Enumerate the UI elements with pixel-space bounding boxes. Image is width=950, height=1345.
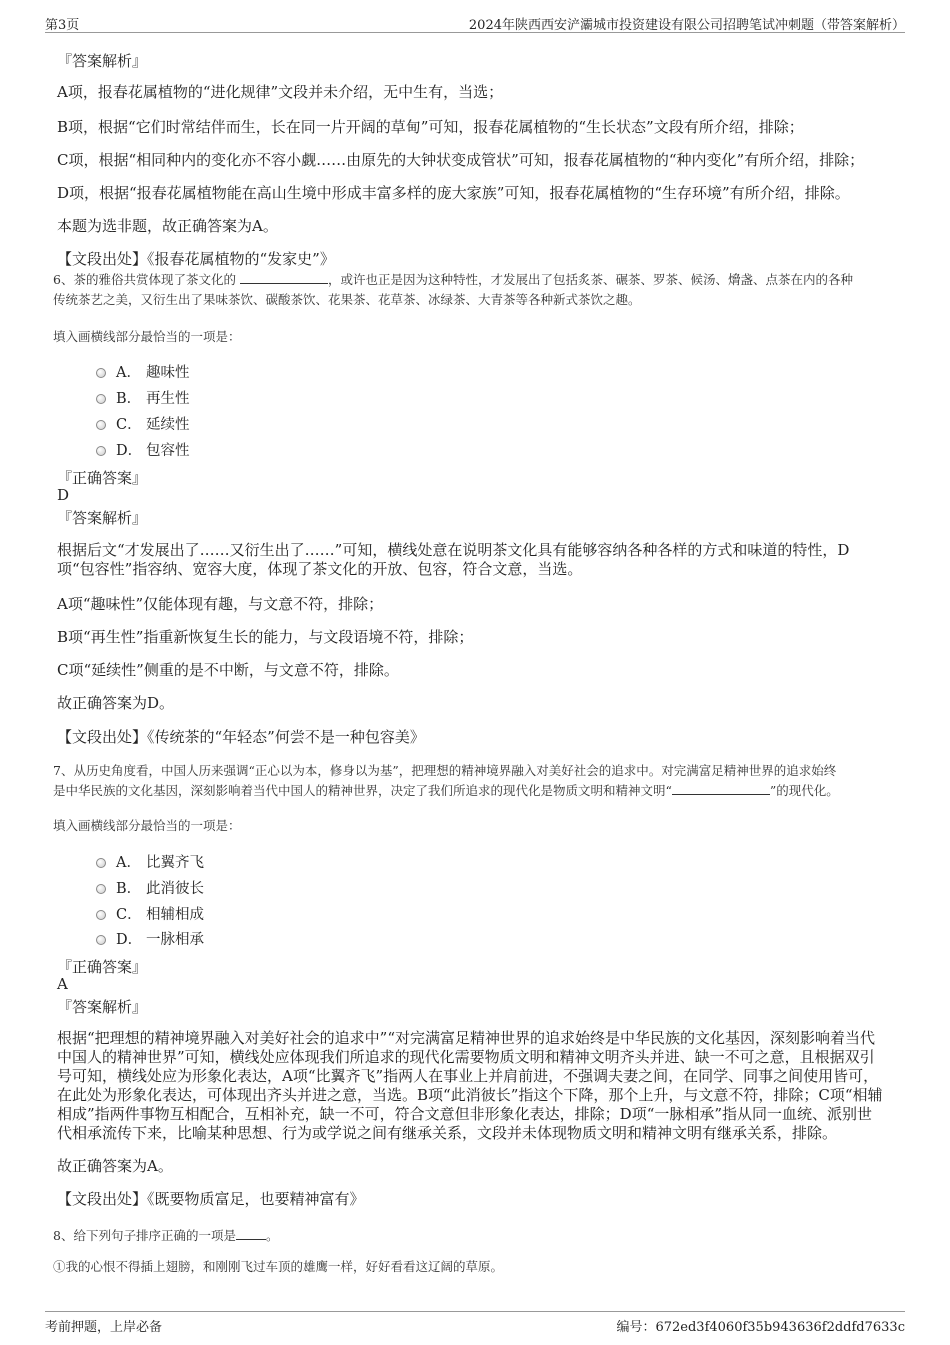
q7-option-b[interactable]: B． 此消彼长 bbox=[96, 877, 204, 898]
radio-icon[interactable] bbox=[96, 935, 106, 945]
q5-analysis-line: D项，根据“报春花属植物能在高山生境中形成丰富多样的庞大家族”可知，报春花属植物的“生存环境”有所介绍，排除。 bbox=[57, 184, 850, 202]
q6-blank bbox=[240, 271, 328, 284]
q7-question: 7、从历史角度看，中国人历来强调“正心以为本，修身以为基”，把理想的精神境界融入对美好社会的追求中。对完满富足精神世界的追求始终 是中华民族的文化基因，深刻影响着当代中国人的精神世界，决定了我们所追求的现代化是物质文明和精神文明“ ”的现代化。 bbox=[53, 763, 839, 798]
footer-serial: 编号：672ed3f4060f35b943636f2ddfd7633c bbox=[616, 1320, 905, 1335]
q5-analysis-label: 『答案解析』 bbox=[57, 52, 148, 70]
q6-option-b[interactable]: B． 再生性 bbox=[96, 387, 190, 408]
q6-answer-label: 『正确答案』 bbox=[57, 469, 148, 487]
q8-sentence-1: ①我的心恨不得插上翅膀，和刚刚飞过车顶的雄鹰一样，好好看看这辽阔的草原。 bbox=[53, 1259, 504, 1274]
q7-conclusion: 故正确答案为A。 bbox=[57, 1157, 173, 1175]
q7-analysis-paragraph: 根据“把理想的精神境界融入对美好社会的追求中”“对完满富足精神世界的追求始终是中华民族的文化基因，深刻影响着当代 中国人的精神世界”可知，横线处应体现我们所追求的现代化需要物质文明和精神文明齐头并进、缺一不可之意，且根据双引 号可知，横线处应为形象化表达，A项“比翼齐飞”指两人在事业上并肩前进，不强调夫妻之间，在同学、同事之间使用皆可， 在此处为形象化表达，可体现出齐头并进之意，当选。B项“此消彼长”指这个下降，那个上升，与文意不符，排除；C项“相辅 相成”指两件事物互相配合，互相补充，缺一不可，符合文意但非形象化表达，排除；D项“一脉相承”指从同一血统、派别世 代相承流传下来，比喻某种思想、行为或学说之间有继承关系，文段并未体现物质文明和精神文明有继承关系，排除。 bbox=[57, 1029, 883, 1142]
q5-analysis-line: A项，报春花属植物的“进化规律”文段并未介绍，无中生有，当选； bbox=[57, 83, 504, 101]
q7-prompt: 填入画横线部分最恰当的一项是： bbox=[53, 818, 241, 833]
q6-answer: D bbox=[57, 486, 70, 504]
q6-option-a[interactable]: A． 趣味性 bbox=[96, 361, 190, 382]
q7-answer-label: 『正确答案』 bbox=[57, 958, 148, 976]
radio-icon[interactable] bbox=[96, 394, 106, 404]
q7-option-c[interactable]: C． 相辅相成 bbox=[96, 903, 204, 924]
q7-blank bbox=[672, 782, 770, 795]
radio-icon[interactable] bbox=[96, 910, 106, 920]
q6-source: 【文段出处】《传统茶的“年轻态”何尝不是一种包容美》 bbox=[57, 728, 425, 746]
q6-analysis-line: A项“趣味性”仅能体现有趣，与文意不符，排除； bbox=[57, 595, 384, 613]
q6-conclusion: 故正确答案为D。 bbox=[57, 694, 175, 712]
radio-icon[interactable] bbox=[96, 420, 106, 430]
q6-option-d[interactable]: D． 包容性 bbox=[96, 439, 190, 460]
radio-icon[interactable] bbox=[96, 858, 106, 868]
q6-analysis-label: 『答案解析』 bbox=[57, 509, 148, 527]
q6-analysis-paragraph: 根据后文“才发展出了……又衍生出了……”可知，横线处意在说明茶文化具有能够容纳各种各样的方式和味道的特性，D 项“包容性”指容纳、宽容大度，体现了茶文化的开放、包容，符合文意，当选。 bbox=[57, 541, 850, 578]
footer-slogan: 考前押题，上岸必备 bbox=[45, 1320, 163, 1335]
q6-analysis-line: C项“延续性”侧重的是不中断，与文意不符，排除。 bbox=[57, 661, 399, 679]
q6-question: 6、茶的雅俗共赏体现了茶文化的 ，或许也正是因为这种特性，才发展出了包括炙茶、碾茶、罗茶、候汤、熁盏、点茶在内的各种 传统茶艺之美，又衍生出了果味茶饮、碳酸茶饮、花果茶、花草茶、冰绿茶、大青茶等各种新式茶饮之趣。 bbox=[53, 272, 853, 307]
q7-option-a[interactable]: A． 比翼齐飞 bbox=[96, 851, 204, 872]
q6-analysis-line: B项“再生性”指重新恢复生长的能力，与文段语境不符，排除； bbox=[57, 628, 474, 646]
page-header bbox=[45, 12, 905, 33]
q6-option-c[interactable]: C． 延续性 bbox=[96, 413, 190, 434]
q5-analysis-line: C项，根据“相同种内的变化亦不容小觑……由原先的大钟状变成管状”可知，报春花属植物的“种内变化”有所介绍，排除； bbox=[57, 151, 865, 169]
q7-option-d[interactable]: D． 一脉相承 bbox=[96, 928, 204, 949]
page-number: 第3页 bbox=[45, 18, 80, 33]
q8-blank bbox=[236, 1227, 266, 1240]
q8-question: 8、给下列句子排序正确的一项是 。 bbox=[53, 1228, 279, 1243]
radio-icon[interactable] bbox=[96, 446, 106, 456]
q7-answer: A bbox=[57, 975, 68, 993]
q5-conclusion: 本题为选非题，故正确答案为A。 bbox=[57, 217, 278, 235]
q6-prompt: 填入画横线部分最恰当的一项是： bbox=[53, 329, 241, 344]
document-title: 2024年陕西西安浐灞城市投资建设有限公司招聘笔试冲刺题（带答案解析） bbox=[468, 18, 905, 33]
q7-analysis-label: 『答案解析』 bbox=[57, 998, 148, 1016]
q5-analysis-line: B项，根据“它们时常结伴而生，长在同一片开阔的草甸”可知，报春花属植物的“生长状态”文段有所介绍，排除； bbox=[57, 118, 804, 136]
page-footer bbox=[45, 1311, 905, 1334]
radio-icon[interactable] bbox=[96, 884, 106, 894]
q5-source: 【文段出处】《报春花属植物的“发家史”》 bbox=[57, 250, 335, 268]
q7-source: 【文段出处】《既要物质富足，也要精神富有》 bbox=[57, 1190, 365, 1208]
radio-icon[interactable] bbox=[96, 368, 106, 378]
